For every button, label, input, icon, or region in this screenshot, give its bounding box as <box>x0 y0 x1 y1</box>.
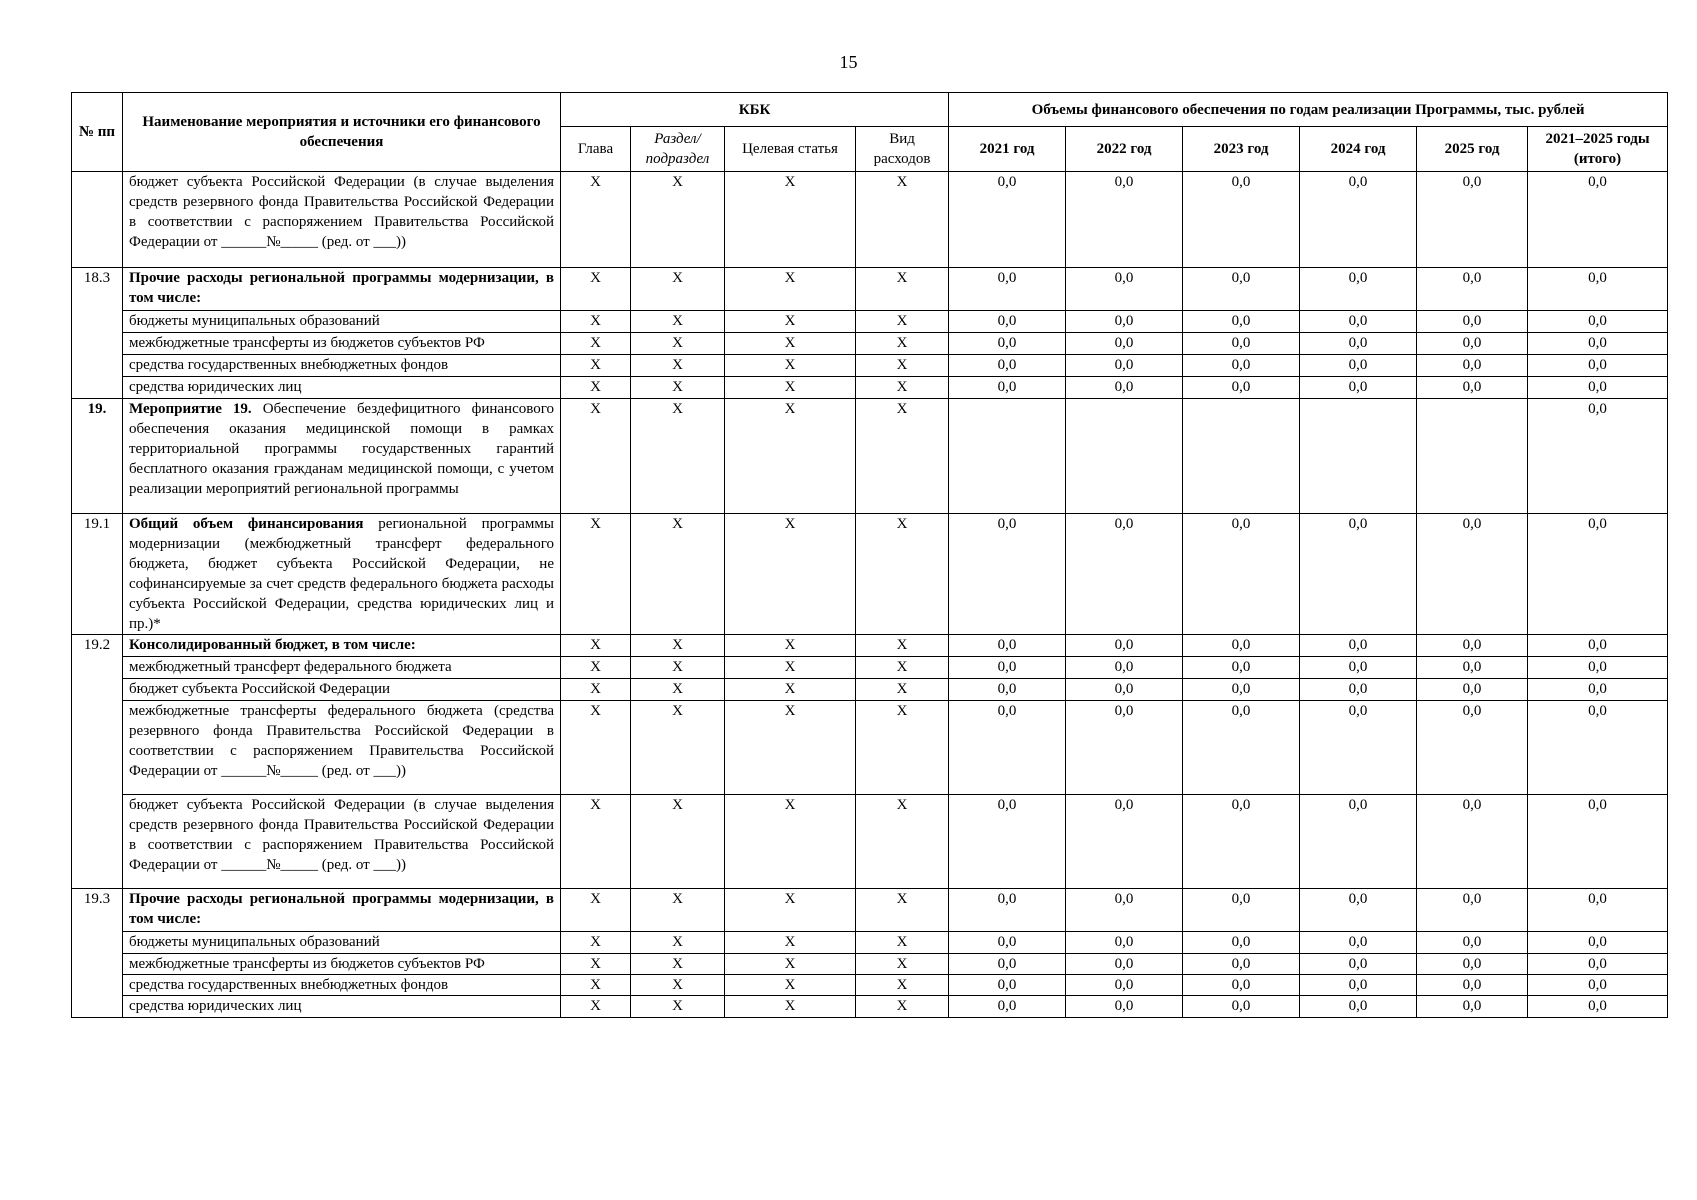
kbk-cell: X <box>725 377 856 399</box>
measure-text: средства государственных внебюджетных фондов <box>129 357 449 373</box>
total-value-cell: 0,0 <box>1528 514 1668 635</box>
year-value-cell: 0,0 <box>1066 795 1183 889</box>
year-value-cell: 0,0 <box>1300 355 1417 377</box>
year-value-cell: 0,0 <box>1066 333 1183 355</box>
kbk-cell: X <box>631 172 725 268</box>
year-value-cell: 0,0 <box>1066 975 1183 996</box>
year-value-cell: 0,0 <box>1300 333 1417 355</box>
year-value-cell: 0,0 <box>1066 514 1183 635</box>
table-row <box>72 399 1668 514</box>
year-value-cell: 0,0 <box>1066 954 1183 975</box>
measure-text: бюджет субъекта Российской Федерации <box>129 681 391 697</box>
kbk-cell: X <box>631 932 725 954</box>
measure-text: Прочие расходы региональной программы модернизации, в том числе: <box>129 891 554 927</box>
kbk-cell: X <box>561 172 631 268</box>
kbk-cell: X <box>561 889 631 932</box>
total-value-cell: 0,0 <box>1528 172 1668 268</box>
kbk-cell: X <box>631 954 725 975</box>
year-value-cell: 0,0 <box>1417 377 1528 399</box>
year-value-cell: 0,0 <box>1183 996 1300 1018</box>
measure-name <box>123 932 561 954</box>
year-value-cell: 0,0 <box>1183 657 1300 679</box>
year-value-cell: 0,0 <box>1066 355 1183 377</box>
year-value-cell: 0,0 <box>1183 889 1300 932</box>
measure-text: межбюджетный трансферт федерального бюджета <box>129 659 452 675</box>
year-value-cell: 0,0 <box>1300 514 1417 635</box>
header-kbk-glava: Глава <box>561 127 631 172</box>
table-row <box>72 954 1668 975</box>
kbk-cell: X <box>856 975 949 996</box>
year-value-cell: 0,0 <box>949 635 1066 657</box>
kbk-cell: X <box>631 975 725 996</box>
year-value-cell: 0,0 <box>1183 268 1300 311</box>
kbk-cell: X <box>631 657 725 679</box>
year-value-cell: 0,0 <box>1183 172 1300 268</box>
kbk-cell: X <box>725 311 856 333</box>
kbk-cell: X <box>561 701 631 795</box>
year-value-cell: 0,0 <box>1066 679 1183 701</box>
year-value-cell: 0,0 <box>1183 355 1300 377</box>
table-row <box>72 657 1668 679</box>
kbk-cell: X <box>856 377 949 399</box>
year-value-cell: 0,0 <box>1417 889 1528 932</box>
kbk-cell: X <box>561 268 631 311</box>
kbk-cell: X <box>561 679 631 701</box>
row-number <box>72 172 123 268</box>
year-value-cell: 0,0 <box>1300 975 1417 996</box>
kbk-cell: X <box>561 355 631 377</box>
kbk-cell: X <box>725 889 856 932</box>
header-year-total: 2021–2025 годы (итого) <box>1528 127 1668 172</box>
kbk-cell: X <box>856 932 949 954</box>
kbk-cell: X <box>856 701 949 795</box>
measure-text: межбюджетные трансферты федерального бюджета (средства резервного фонда Правительства Российской Федерации в соответствии с распоряжением Правительства Российской Федерации от ______№_____ (ред. от ___)) <box>129 703 554 779</box>
measure-text: бюджеты муниципальных образований <box>129 934 380 950</box>
year-value-cell: 0,0 <box>1183 514 1300 635</box>
year-value-cell: 0,0 <box>1300 311 1417 333</box>
year-value-cell <box>1417 399 1528 514</box>
total-value-cell: 0,0 <box>1528 795 1668 889</box>
total-value-cell: 0,0 <box>1528 635 1668 657</box>
year-value-cell: 0,0 <box>949 268 1066 311</box>
year-value-cell: 0,0 <box>1300 889 1417 932</box>
year-value-cell: 0,0 <box>1300 701 1417 795</box>
measure-name <box>123 996 561 1018</box>
kbk-cell: X <box>725 333 856 355</box>
kbk-cell: X <box>856 635 949 657</box>
year-value-cell: 0,0 <box>949 932 1066 954</box>
measure-name <box>123 889 561 932</box>
measure-lead: Общий объем финансирования <box>129 516 379 532</box>
measure-name <box>123 954 561 975</box>
table-body <box>72 172 1668 1018</box>
year-value-cell: 0,0 <box>949 657 1066 679</box>
header-kbk-razdel: Раздел/ подраздел <box>631 127 725 172</box>
total-value-cell: 0,0 <box>1528 377 1668 399</box>
kbk-cell: X <box>631 679 725 701</box>
kbk-cell: X <box>561 954 631 975</box>
measure-text: Прочие расходы региональной программы модернизации, в том числе: <box>129 270 554 306</box>
kbk-cell: X <box>725 932 856 954</box>
kbk-cell: X <box>725 399 856 514</box>
year-value-cell: 0,0 <box>1183 954 1300 975</box>
measure-text: средства юридических лиц <box>129 998 302 1014</box>
year-value-cell: 0,0 <box>1066 932 1183 954</box>
total-value-cell: 0,0 <box>1528 399 1668 514</box>
header-year-2025: 2025 год <box>1417 127 1528 172</box>
header-num: № пп <box>72 93 123 172</box>
year-value-cell: 0,0 <box>1417 975 1528 996</box>
year-value-cell: 0,0 <box>1300 172 1417 268</box>
year-value-cell: 0,0 <box>1066 172 1183 268</box>
year-value-cell: 0,0 <box>1066 701 1183 795</box>
kbk-cell: X <box>725 975 856 996</box>
measure-name <box>123 268 561 311</box>
total-value-cell: 0,0 <box>1528 975 1668 996</box>
year-value-cell: 0,0 <box>1066 889 1183 932</box>
measure-name <box>123 514 561 635</box>
year-value-cell: 0,0 <box>1417 172 1528 268</box>
year-value-cell: 0,0 <box>1417 932 1528 954</box>
financing-table <box>71 92 1668 1018</box>
measure-text: бюджет субъекта Российской Федерации (в случае выделения средств резервного фонда Правительства Российской Федерации в соответствии с распоряжением Правительства Российской Федерации от ______№_____ (ред. от ___)) <box>129 797 554 873</box>
kbk-cell: X <box>856 954 949 975</box>
kbk-cell: X <box>725 701 856 795</box>
header-year-2023: 2023 год <box>1183 127 1300 172</box>
kbk-cell: X <box>561 311 631 333</box>
total-value-cell: 0,0 <box>1528 333 1668 355</box>
kbk-cell: X <box>725 635 856 657</box>
year-value-cell: 0,0 <box>1183 311 1300 333</box>
year-value-cell: 0,0 <box>1417 954 1528 975</box>
year-value-cell: 0,0 <box>1183 975 1300 996</box>
measure-name <box>123 333 561 355</box>
total-value-cell: 0,0 <box>1528 889 1668 932</box>
year-value-cell <box>949 399 1066 514</box>
table-row <box>72 514 1668 635</box>
kbk-cell: X <box>561 795 631 889</box>
year-value-cell: 0,0 <box>1066 377 1183 399</box>
measure-text: бюджет субъекта Российской Федерации (в случае выделения средств резервного фонда Правительства Российской Федерации в соответствии с распоряжением Правительства Российской Федерации от ______№_____ (ред. от ___)) <box>129 174 554 250</box>
year-value-cell: 0,0 <box>1300 657 1417 679</box>
year-value-cell: 0,0 <box>1417 635 1528 657</box>
header-kbk-vid: Вид расходов <box>856 127 949 172</box>
table-row <box>72 635 1668 657</box>
kbk-cell: X <box>631 889 725 932</box>
kbk-cell: X <box>725 172 856 268</box>
kbk-cell: X <box>631 268 725 311</box>
measure-name <box>123 679 561 701</box>
year-value-cell: 0,0 <box>1066 311 1183 333</box>
table-row <box>72 996 1668 1018</box>
year-value-cell: 0,0 <box>1417 268 1528 311</box>
kbk-cell: X <box>856 514 949 635</box>
measure-name <box>123 399 561 514</box>
header-name: Наименование мероприятия и источники его финансового обеспечения <box>123 93 561 172</box>
header-kbk: КБК <box>561 93 949 127</box>
year-value-cell: 0,0 <box>1300 679 1417 701</box>
year-value-cell: 0,0 <box>1300 996 1417 1018</box>
kbk-cell: X <box>856 679 949 701</box>
measure-name <box>123 172 561 268</box>
kbk-cell: X <box>856 268 949 311</box>
kbk-cell: X <box>561 657 631 679</box>
measure-name <box>123 635 561 657</box>
kbk-cell: X <box>725 996 856 1018</box>
total-value-cell: 0,0 <box>1528 679 1668 701</box>
year-value-cell: 0,0 <box>1183 333 1300 355</box>
kbk-cell: X <box>856 311 949 333</box>
measure-text: региональной программы модернизации (межбюджетный трансферт федерального бюджета, бюджет субъекта Российской Федерации, не софинансируемые за счет средств федерального бюджета расходы субъекта Российской Федерации, средства юридических лиц и пр.)* <box>129 516 554 632</box>
table-row <box>72 333 1668 355</box>
kbk-cell: X <box>631 399 725 514</box>
kbk-cell: X <box>561 975 631 996</box>
kbk-cell: X <box>725 268 856 311</box>
kbk-cell: X <box>856 657 949 679</box>
measure-name <box>123 795 561 889</box>
measure-text: средства юридических лиц <box>129 379 302 395</box>
table-row <box>72 889 1668 932</box>
kbk-cell: X <box>631 333 725 355</box>
row-number: 19.1 <box>72 514 123 635</box>
year-value-cell: 0,0 <box>1183 932 1300 954</box>
year-value-cell: 0,0 <box>949 514 1066 635</box>
year-value-cell: 0,0 <box>1417 701 1528 795</box>
year-value-cell: 0,0 <box>1183 377 1300 399</box>
row-number: 19.2 <box>72 635 123 889</box>
measure-name <box>123 701 561 795</box>
year-value-cell: 0,0 <box>1300 377 1417 399</box>
kbk-cell: X <box>631 635 725 657</box>
year-value-cell <box>1066 399 1183 514</box>
kbk-cell: X <box>561 514 631 635</box>
year-value-cell: 0,0 <box>1417 311 1528 333</box>
header-year-2021: 2021 год <box>949 127 1066 172</box>
year-value-cell: 0,0 <box>949 975 1066 996</box>
kbk-cell: X <box>856 996 949 1018</box>
kbk-cell: X <box>631 514 725 635</box>
kbk-cell: X <box>631 311 725 333</box>
kbk-cell: X <box>561 635 631 657</box>
measure-name <box>123 311 561 333</box>
kbk-cell: X <box>725 514 856 635</box>
header-volumes: Объемы финансового обеспечения по годам реализации Программы, тыс. рублей <box>949 93 1668 127</box>
year-value-cell: 0,0 <box>949 889 1066 932</box>
measure-text: средства государственных внебюджетных фондов <box>129 977 449 993</box>
measure-name <box>123 355 561 377</box>
page-number: 15 <box>839 52 858 72</box>
year-value-cell: 0,0 <box>949 377 1066 399</box>
total-value-cell: 0,0 <box>1528 996 1668 1018</box>
year-value-cell: 0,0 <box>1300 268 1417 311</box>
year-value-cell: 0,0 <box>1300 635 1417 657</box>
kbk-cell: X <box>856 355 949 377</box>
measure-text: бюджеты муниципальных образований <box>129 313 380 329</box>
table-row <box>72 679 1668 701</box>
kbk-cell: X <box>725 679 856 701</box>
kbk-cell: X <box>856 333 949 355</box>
kbk-cell: X <box>561 377 631 399</box>
year-value-cell: 0,0 <box>949 355 1066 377</box>
table-row <box>72 975 1668 996</box>
year-value-cell: 0,0 <box>1417 996 1528 1018</box>
year-value-cell: 0,0 <box>1066 996 1183 1018</box>
measure-text: межбюджетные трансферты из бюджетов субъектов РФ <box>129 956 485 972</box>
year-value-cell: 0,0 <box>1417 333 1528 355</box>
table-row <box>72 377 1668 399</box>
year-value-cell: 0,0 <box>1183 795 1300 889</box>
header-year-2022: 2022 год <box>1066 127 1183 172</box>
year-value-cell: 0,0 <box>1066 657 1183 679</box>
year-value-cell: 0,0 <box>1300 954 1417 975</box>
measure-lead: Мероприятие 19. <box>129 401 263 417</box>
kbk-cell: X <box>561 399 631 514</box>
kbk-cell: X <box>856 889 949 932</box>
year-value-cell: 0,0 <box>949 795 1066 889</box>
kbk-cell: X <box>561 932 631 954</box>
year-value-cell <box>1300 399 1417 514</box>
kbk-cell: X <box>725 657 856 679</box>
kbk-cell: X <box>725 795 856 889</box>
year-value-cell: 0,0 <box>1183 635 1300 657</box>
year-value-cell: 0,0 <box>1183 701 1300 795</box>
kbk-cell: X <box>856 399 949 514</box>
year-value-cell: 0,0 <box>1300 932 1417 954</box>
kbk-cell: X <box>631 996 725 1018</box>
total-value-cell: 0,0 <box>1528 932 1668 954</box>
measure-text: Консолидированный бюджет, в том числе: <box>129 637 416 653</box>
table-row <box>72 355 1668 377</box>
year-value-cell: 0,0 <box>1417 355 1528 377</box>
table-header <box>72 93 1668 172</box>
measure-name <box>123 975 561 996</box>
row-number: 19. <box>72 399 123 514</box>
kbk-cell: X <box>631 377 725 399</box>
kbk-cell: X <box>631 355 725 377</box>
year-value-cell: 0,0 <box>1417 657 1528 679</box>
year-value-cell: 0,0 <box>1066 635 1183 657</box>
header-year-2024: 2024 год <box>1300 127 1417 172</box>
kbk-cell: X <box>561 333 631 355</box>
year-value-cell: 0,0 <box>1300 795 1417 889</box>
year-value-cell: 0,0 <box>949 701 1066 795</box>
year-value-cell: 0,0 <box>1417 679 1528 701</box>
year-value-cell <box>1183 399 1300 514</box>
kbk-cell: X <box>725 355 856 377</box>
kbk-cell: X <box>856 795 949 889</box>
total-value-cell: 0,0 <box>1528 657 1668 679</box>
table-row <box>72 795 1668 889</box>
total-value-cell: 0,0 <box>1528 355 1668 377</box>
table-row <box>72 701 1668 795</box>
year-value-cell: 0,0 <box>1417 795 1528 889</box>
year-value-cell: 0,0 <box>1066 268 1183 311</box>
measure-name <box>123 657 561 679</box>
kbk-cell: X <box>725 954 856 975</box>
table-row <box>72 172 1668 268</box>
kbk-cell: X <box>856 172 949 268</box>
measure-text: Обеспечение бездефицитного финансового обеспечения оказания медицинской помощи в рамках территориальной программы государственных гарантий бесплатного оказания гражданам медицинской помощи, с учетом реализации мероприятий региональной программы <box>129 401 554 497</box>
year-value-cell: 0,0 <box>949 954 1066 975</box>
table-row <box>72 311 1668 333</box>
kbk-cell: X <box>631 795 725 889</box>
year-value-cell: 0,0 <box>949 172 1066 268</box>
row-number: 19.3 <box>72 889 123 1018</box>
year-value-cell: 0,0 <box>1417 514 1528 635</box>
year-value-cell: 0,0 <box>949 311 1066 333</box>
year-value-cell: 0,0 <box>949 996 1066 1018</box>
year-value-cell: 0,0 <box>949 679 1066 701</box>
total-value-cell: 0,0 <box>1528 701 1668 795</box>
measure-text: межбюджетные трансферты из бюджетов субъектов РФ <box>129 335 485 351</box>
header-kbk-tselevaya: Целевая статья <box>725 127 856 172</box>
table-row <box>72 268 1668 311</box>
row-number: 18.3 <box>72 268 123 399</box>
total-value-cell: 0,0 <box>1528 311 1668 333</box>
year-value-cell: 0,0 <box>949 333 1066 355</box>
measure-name <box>123 377 561 399</box>
kbk-cell: X <box>631 701 725 795</box>
kbk-cell: X <box>561 996 631 1018</box>
table-row <box>72 932 1668 954</box>
year-value-cell: 0,0 <box>1183 679 1300 701</box>
total-value-cell: 0,0 <box>1528 268 1668 311</box>
total-value-cell: 0,0 <box>1528 954 1668 975</box>
